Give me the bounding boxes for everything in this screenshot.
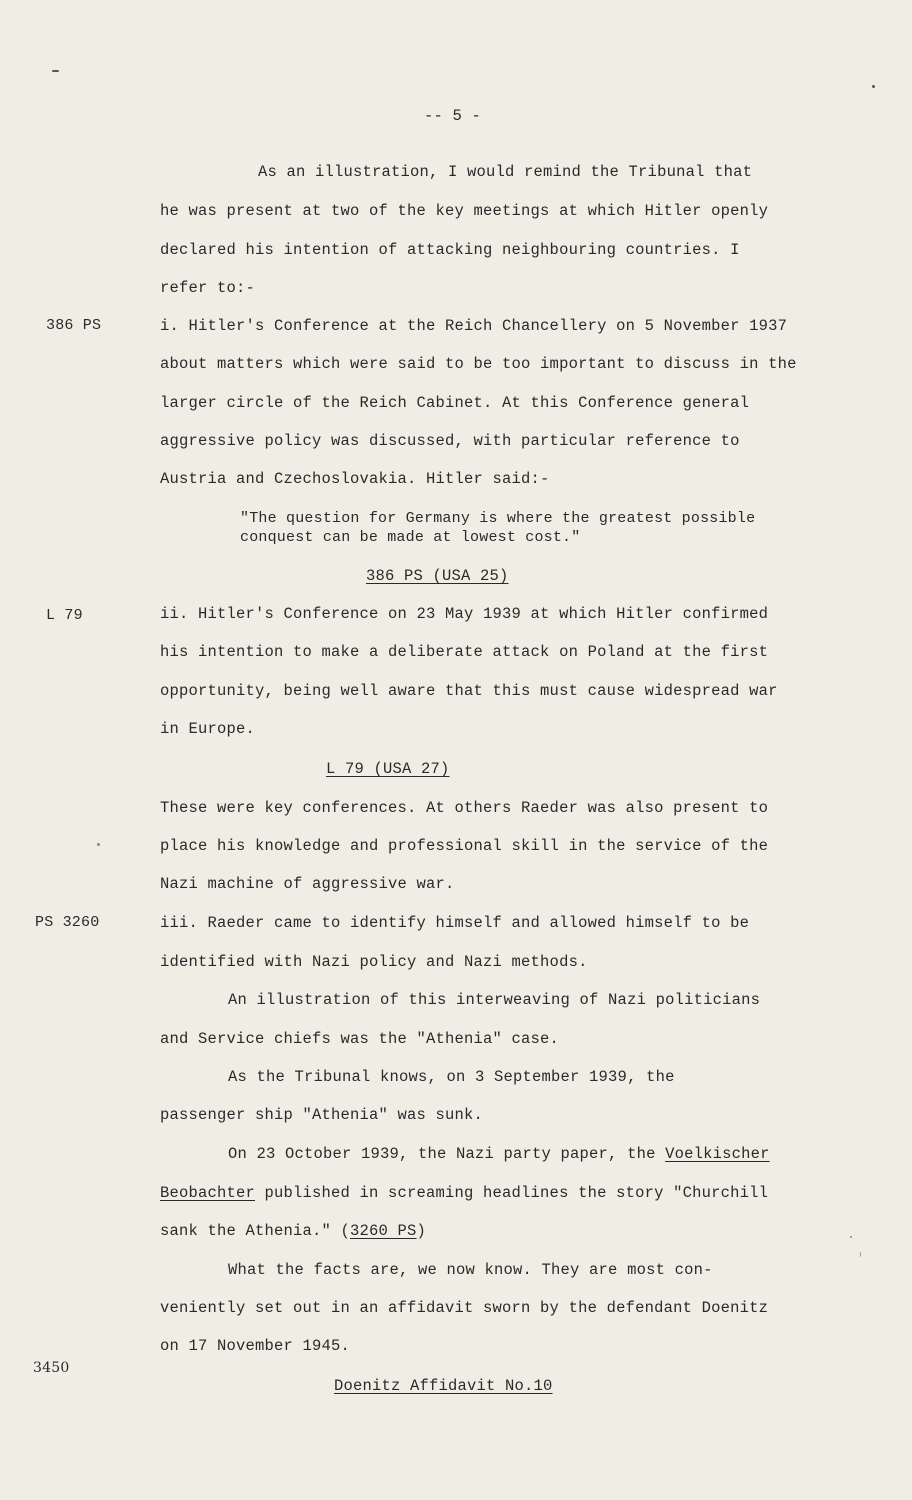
- body-line: [160, 1183, 768, 1203]
- quote-line: conquest can be made at lowest cost.": [240, 529, 581, 546]
- body-line: and Service chiefs was the "Athenia" case.: [160, 1030, 560, 1048]
- exhibit-reference: 3260 PS: [350, 1222, 417, 1240]
- newspaper-title: Voelkischer: [665, 1145, 770, 1163]
- body-line: on 17 November 1945.: [160, 1337, 351, 1355]
- body-line: An illustration of this interweaving of Nazi politicians: [228, 991, 761, 1009]
- body-line: i. Hitler's Conference at the Reich Chancellery on 5 November 1937: [160, 317, 788, 335]
- body-line: he was present at two of the key meetings at which Hitler openly: [160, 202, 769, 220]
- body-line: in Europe.: [160, 720, 256, 738]
- margin-note-handwritten: 3450: [33, 1360, 70, 1376]
- body-line: veniently set out in an affidavit sworn by the defendant Doenitz: [160, 1299, 769, 1317]
- body-line: aggressive policy was discussed, with particular reference to: [160, 432, 740, 450]
- exhibit-reference: Doenitz Affidavit No.10: [334, 1377, 553, 1395]
- body-line: ii. Hitler's Conference on 23 May 1939 at which Hitler confirmed: [160, 605, 769, 623]
- body-line: [228, 1144, 770, 1164]
- page-number: -- 5 -: [424, 107, 482, 125]
- body-line: passenger ship "Athenia" was sunk.: [160, 1106, 484, 1124]
- paper-mark: [52, 70, 59, 72]
- margin-note: PS 3260: [35, 914, 100, 931]
- body-line: identified with Nazi policy and Nazi methods.: [160, 953, 588, 971]
- body-line: about matters which were said to be too important to discuss in the: [160, 355, 797, 373]
- exhibit-reference: L 79 (USA 27): [326, 760, 450, 778]
- body-line: Austria and Czechoslovakia. Hitler said:-: [160, 470, 550, 488]
- quote-line: "The question for Germany is where the greatest possible: [240, 510, 756, 527]
- exhibit-reference: 386 PS (USA 25): [366, 567, 509, 585]
- body-text: sank the Athenia." (: [160, 1222, 351, 1240]
- paper-mark: [850, 1236, 852, 1238]
- body-line: declared his intention of attacking neighbouring countries. I: [160, 241, 740, 259]
- body-line: refer to:-: [160, 279, 256, 297]
- paper-mark: [872, 85, 875, 88]
- body-line: [160, 1221, 426, 1241]
- body-line: opportunity, being well aware that this must cause widespread war: [160, 682, 778, 700]
- body-line: As the Tribunal knows, on 3 September 1939, the: [228, 1068, 675, 1086]
- body-line: his intention to make a deliberate attack on Poland at the first: [160, 643, 769, 661]
- body-line: What the facts are, we now know. They are most con-: [228, 1261, 713, 1279]
- margin-note: L 79: [46, 607, 83, 624]
- newspaper-title: Beobachter: [160, 1184, 256, 1202]
- body-text: published in screaming headlines the story "Churchill: [255, 1184, 769, 1202]
- paper-mark: [860, 1252, 861, 1257]
- body-line: Nazi machine of aggressive war.: [160, 875, 455, 893]
- margin-note: 386 PS: [46, 317, 102, 334]
- body-line: As an illustration, I would remind the Tribunal that: [258, 163, 753, 181]
- body-line: larger circle of the Reich Cabinet. At this Conference general: [160, 394, 750, 412]
- body-line: iii. Raeder came to identify himself and allowed himself to be: [160, 914, 750, 932]
- body-text: ): [416, 1222, 427, 1240]
- body-line: place his knowledge and professional skill in the service of the: [160, 837, 769, 855]
- body-line: These were key conferences. At others Raeder was also present to: [160, 799, 769, 817]
- body-text: On 23 October 1939, the Nazi party paper, the: [228, 1145, 666, 1163]
- paper-mark: [97, 843, 100, 846]
